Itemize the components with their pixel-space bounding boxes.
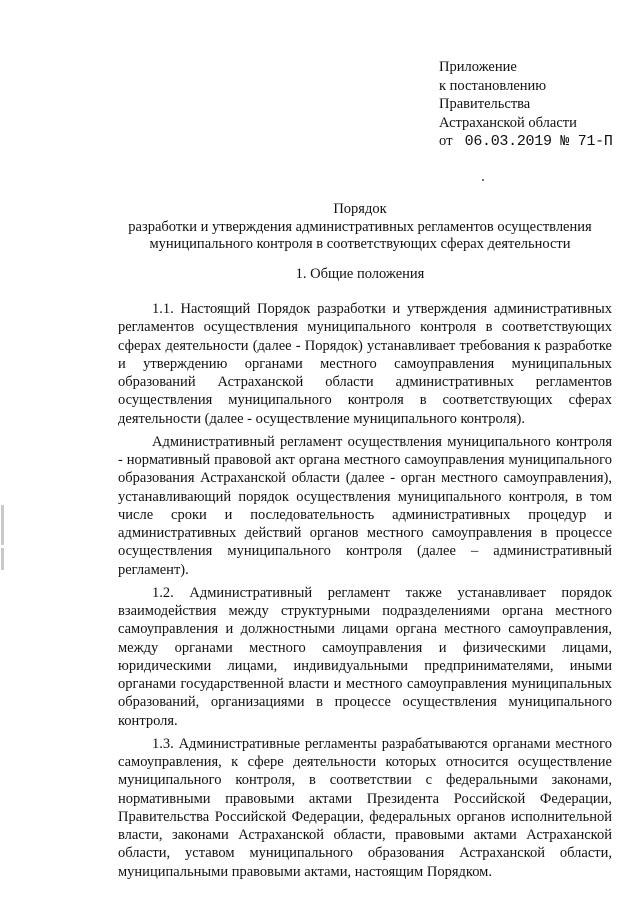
paragraph: 1.2. Административный регламент также устанавливает порядок взаимодействия между структурными подразделениями органа местного самоуправления и должностными лицами органа местного самоуправления, между органами местного самоуправления и физическими лицами, юридическими лицами, индивидуальными предпринимателями, иными органами государственной власти и местного самоуправления муниципальных образований, организациями в процессе осуществления муниципального контроля.	[118, 584, 612, 729]
document-body	[118, 300, 612, 886]
scan-edge-mark	[1, 505, 4, 545]
appendix-line: Приложение	[439, 59, 517, 75]
appendix-line: Правительства	[439, 96, 531, 112]
title-subtitle-line: разработки и утверждения административных регламентов осуществления	[128, 218, 592, 235]
date-prefix: от	[439, 133, 453, 149]
decree-date-stamp: 06.03.2019 № 71-П	[464, 133, 613, 150]
appendix-block	[439, 58, 613, 152]
decree-date-line	[439, 132, 613, 152]
scan-dot	[482, 179, 484, 181]
paragraph: 1.3. Административные регламенты разрабатываются органами местного самоуправления, к сфере деятельности которых относится осуществление муниципального контроля, в соответствии с федеральными законами, нормативными правовыми актами Президента Российской Федерации, Правительства Российской Федерации, федеральных органов исполнительной власти, законами Астраханской области, правовыми актами Астраханской области, уставом муниципального образования Астраханской области, муниципальными правовыми актами, настоящим Порядком.	[118, 735, 612, 880]
paragraph: Административный регламент осуществления муниципального контроля - нормативный правовой акт органа местного самоуправления муниципального образования Астраханской области (далее - орган местного самоуправления), устанавливающий порядок осуществления муниципального контроля, в том числе сроки и последовательность административных процедур и административных действий органов местного самоуправления в процессе осуществления муниципального контроля (далее – административный регламент).	[118, 433, 612, 578]
document-title	[100, 201, 620, 254]
paragraph: 1.1. Настоящий Порядок разработки и утверждения административных регламентов осуществления муниципального контроля в соответствующих сферах деятельности (далее - Порядок) устанавливает требования к разработке и утверждению органами местного самоуправления муниципальных образований Астраханской области административных регламентов осуществления муниципального контроля в соответствующих сферах деятельности (далее - осуществление муниципального контроля).	[118, 301, 612, 427]
section-heading: 1. Общие положения	[295, 266, 425, 282]
title-heading: Порядок	[333, 201, 387, 217]
appendix-line: к постановлению	[439, 77, 547, 94]
title-subtitle-line: муниципального контроля в соответствующих сферах деятельности	[149, 236, 571, 252]
scan-edge-mark	[1, 548, 4, 570]
appendix-line: Астраханской области	[439, 114, 577, 131]
